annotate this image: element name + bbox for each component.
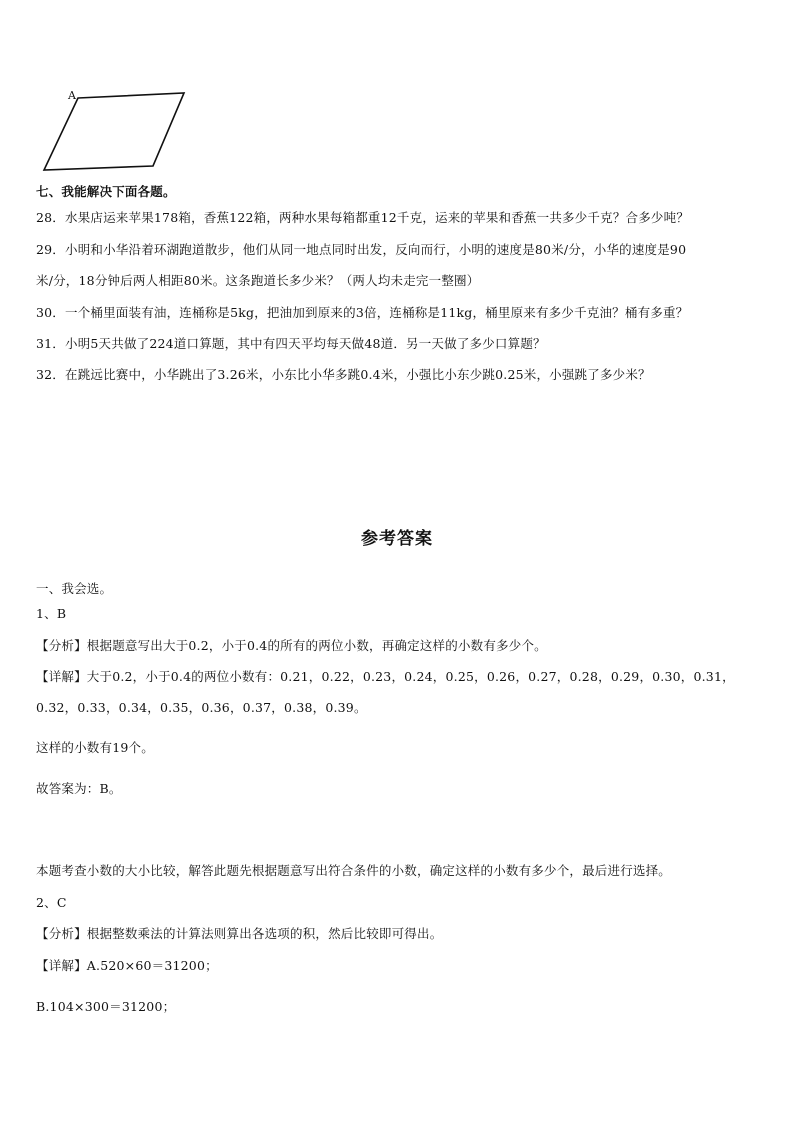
vertex-label-a: A (68, 89, 76, 102)
question-31: 31．小明5天共做了224道口算题，其中有四天平均每天做48道．另一天做了多少口算题？ (36, 336, 546, 351)
question-30: 30．一个桶里面装有油，连桶称是5kg，把油加到原来的3倍，连桶称是11kg，桶里原来有多少千克油？桶有多重？ (36, 305, 689, 320)
answer-1-detail-line2: 0.32，0.33，0.34，0.35，0.36，0.37，0.38，0.39。 (36, 700, 367, 715)
answer-2-detail-line1: 【详解】A.520×60＝31200； (36, 958, 218, 973)
answers-title: 参考答案 (361, 529, 433, 549)
question-28: 28．水果店运来苹果178箱，香蕉122箱，两种水果每箱都重12千克，运来的苹果和香蕉一共多少千克？合多少吨？ (36, 210, 690, 225)
question-29-line2: 米/分，18分钟后两人相距80米。这条跑道长多少米？（两人均未走完一整圈） (36, 273, 480, 288)
parallelogram-figure (38, 86, 190, 176)
answer-2-label: 2、C (36, 895, 67, 910)
answer-2-analysis: 【分析】根据整数乘法的计算法则算出各选项的积，然后比较即可得出。 (36, 926, 443, 941)
section7-heading: 七、我能解决下面各题。 (36, 184, 176, 199)
parallelogram-shape (44, 93, 184, 170)
answer-1-detail-line1: 【详解】大于0.2，小于0.4的两位小数有：0.21，0.22，0.23，0.24，0.25，0.26，0.27，0.28，0.29，0.30，0.31， (36, 669, 735, 684)
answer-1-label: 1、B (36, 606, 67, 621)
answer-1-analysis: 【分析】根据题意写出大于0.2，小于0.4的所有的两位小数，再确定这样的小数有多少个。 (36, 638, 547, 653)
answer-1-final: 故答案为：B。 (36, 781, 122, 796)
answer-1-count: 这样的小数有19个。 (36, 740, 154, 755)
question-32: 32．在跳远比赛中，小华跳出了3.26米，小东比小华多跳0.4米，小强比小东少跳0.25米，小强跳了多少米？ (36, 367, 651, 382)
answer-1-comment: 本题考查小数的大小比较，解答此题先根据题意写出符合条件的小数，确定这样的小数有多少个，最后进行选择。 (36, 863, 672, 878)
section1-heading: 一、我会选。 (36, 581, 113, 596)
question-29-line1: 29．小明和小华沿着环湖跑道散步，他们从同一地点同时出发，反向而行，小明的速度是80米/分，小华的速度是90 (36, 242, 687, 257)
answer-2-detail-line2: B.104×300＝31200； (36, 999, 176, 1014)
